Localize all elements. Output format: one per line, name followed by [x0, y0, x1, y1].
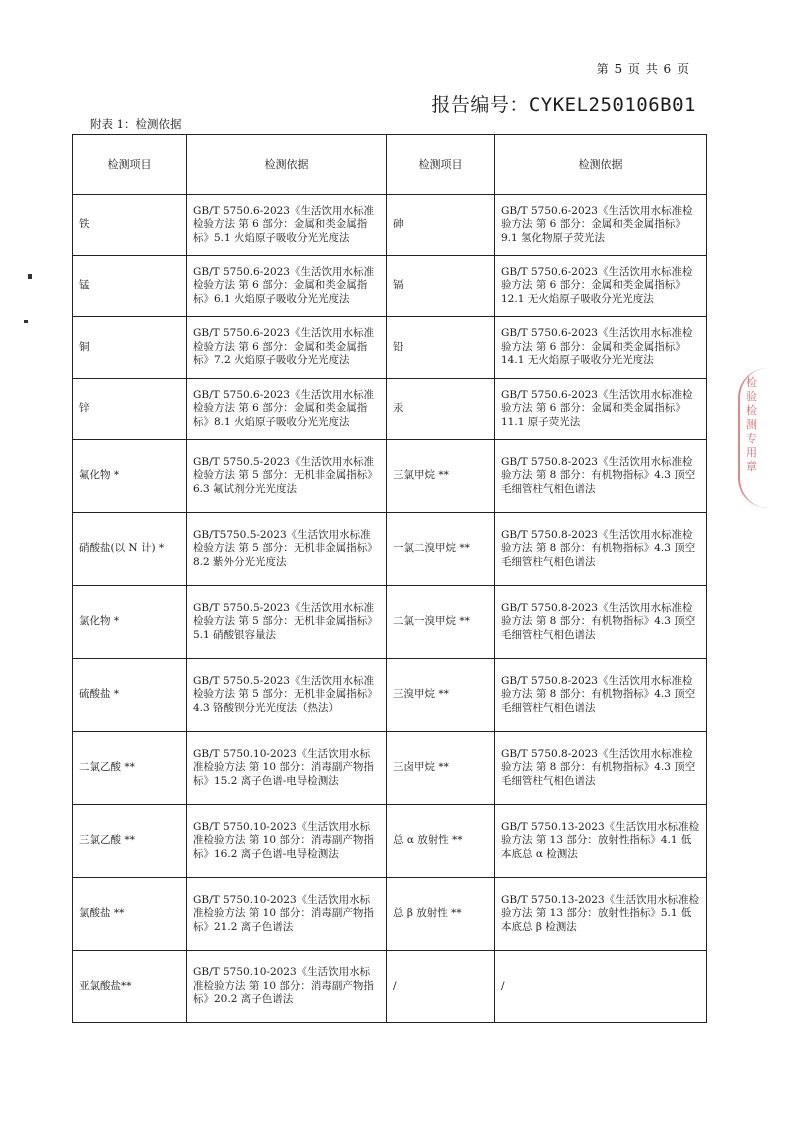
- header-basis-2: 检测依据: [495, 135, 707, 195]
- item-cell: 氟化物 *: [73, 440, 187, 513]
- table-row: [73, 256, 707, 317]
- basis-cell: GB/T 5750.13-2023《生活饮用水标准检验方法 第 13 部分：放射性指标》4.1 低本底总 α 检测法: [495, 805, 707, 878]
- item-cell: 铁: [73, 195, 187, 256]
- item-cell: 二氯一溴甲烷 **: [387, 586, 495, 659]
- basis-cell: GB/T 5750.6-2023《生活饮用水标准检验方法 第 6 部分：金属和类金属指标》8.1 火焰原子吸收分光光度法: [187, 379, 387, 440]
- item-cell: 氯酸盐 **: [73, 878, 187, 951]
- stamp-text: 检验检测专用章: [746, 376, 757, 473]
- basis-cell: GB/T 5750.8-2023《生活饮用水标准检验方法 第 8 部分：有机物指标》4.3 顶空毛细管柱气相色谱法: [495, 440, 707, 513]
- item-cell: 一氯二溴甲烷 **: [387, 513, 495, 586]
- basis-cell: GB/T 5750.8-2023《生活饮用水标准检验方法 第 8 部分：有机物指标》4.3 顶空毛细管柱气相色谱法: [495, 659, 707, 732]
- table-row: [73, 878, 707, 951]
- basis-cell: GB/T 5750.10-2023《生活饮用水标准检验方法 第 10 部分：消毒副产物指标》20.2 离子色谱法: [187, 951, 387, 1023]
- basis-cell: /: [495, 951, 707, 1023]
- basis-cell: GB/T 5750.5-2023《生活饮用水标准检验方法 第 5 部分：无机非金属指标》4.3 铬酸钡分光光度法（热法）: [187, 659, 387, 732]
- item-cell: 汞: [387, 379, 495, 440]
- table-row: [73, 513, 707, 586]
- header-item-1: 检测项目: [73, 135, 187, 195]
- item-cell: 镉: [387, 256, 495, 317]
- basis-cell: GB/T 5750.10-2023《生活饮用水标准检验方法 第 10 部分：消毒副产物指标》16.2 离子色谱-电导检测法: [187, 805, 387, 878]
- table-caption: 附表 1：检测依据: [90, 117, 182, 131]
- basis-cell: GB/T 5750.6-2023《生活饮用水标准检验方法 第 6 部分：金属和类金属指标》14.1 无火焰原子吸收分光光度法: [495, 317, 707, 379]
- item-cell: 铅: [387, 317, 495, 379]
- table-row: [73, 379, 707, 440]
- item-cell: 砷: [387, 195, 495, 256]
- item-cell: 锰: [73, 256, 187, 317]
- table-row: [73, 951, 707, 1023]
- basis-cell: GB/T5750.5-2023《生活饮用水标准检验方法 第 5 部分：无机非金属指标》8.2 紫外分光光度法: [187, 513, 387, 586]
- table-row: [73, 805, 707, 878]
- scan-mark: [28, 274, 32, 279]
- table-row: [73, 195, 707, 256]
- table-header-row: [73, 135, 707, 195]
- header-basis-1: 检测依据: [187, 135, 387, 195]
- basis-cell: GB/T 5750.8-2023《生活饮用水标准检验方法 第 8 部分：有机物指标》4.3 顶空毛细管柱气相色谱法: [495, 513, 707, 586]
- basis-cell: GB/T 5750.6-2023《生活饮用水标准检验方法 第 6 部分：金属和类金属指标》 12.1 无火焰原子吸收分光光度法: [495, 256, 707, 317]
- table-row: [73, 659, 707, 732]
- item-cell: 硫酸盐 *: [73, 659, 187, 732]
- basis-cell: GB/T 5750.6-2023《生活饮用水标准检验方法 第 6 部分：金属和类金属指标》9.1 氢化物原子荧光法: [495, 195, 707, 256]
- item-cell: 氯化物 *: [73, 586, 187, 659]
- item-cell: 铜: [73, 317, 187, 379]
- item-cell: 三溴甲烷 **: [387, 659, 495, 732]
- table-row: [73, 317, 707, 379]
- item-cell: 总 β 放射性 **: [387, 878, 495, 951]
- basis-cell: GB/T 5750.8-2023《生活饮用水标准检验方法 第 8 部分：有机物指标》4.3 顶空毛细管柱气相色谱法: [495, 586, 707, 659]
- basis-cell: GB/T 5750.13-2023《生活饮用水标准检验方法 第 13 部分：放射性指标》5.1 低本底总 β 检测法: [495, 878, 707, 951]
- header-item-2: 检测项目: [387, 135, 495, 195]
- item-cell: 硝酸盐(以 N 计) *: [73, 513, 187, 586]
- basis-cell: GB/T 5750.6-2023《生活饮用水标准检验方法 第 6 部分：金属和类金属指标》11.1 原子荧光法: [495, 379, 707, 440]
- inspection-stamp: [738, 368, 790, 508]
- basis-table: [72, 134, 707, 1023]
- basis-cell: GB/T 5750.10-2023《生活饮用水标准检验方法 第 10 部分：消毒副产物指标》15.2 离子色谱-电导检测法: [187, 732, 387, 805]
- table-row: [73, 586, 707, 659]
- basis-cell: GB/T 5750.6-2023《生活饮用水标准检验方法 第 6 部分：金属和类金属指标》7.2 火焰原子吸收分光光度法: [187, 317, 387, 379]
- basis-cell: GB/T 5750.5-2023《生活饮用水标准检验方法 第 5 部分：无机非金属指标》6.3 氟试剂分光光度法: [187, 440, 387, 513]
- table-row: [73, 440, 707, 513]
- report-number: 报告编号：CYKEL250106B01: [431, 94, 696, 116]
- item-cell: 锌: [73, 379, 187, 440]
- item-cell: 三氯甲烷 **: [387, 440, 495, 513]
- item-cell: /: [387, 951, 495, 1023]
- table-row: [73, 732, 707, 805]
- basis-cell: GB/T 5750.5-2023《生活饮用水标准检验方法 第 5 部分：无机非金属指标》5.1 硝酸银容量法: [187, 586, 387, 659]
- basis-cell: GB/T 5750.6-2023《生活饮用水标准检验方法 第 6 部分：金属和类金属指标》6.1 火焰原子吸收分光光度法: [187, 256, 387, 317]
- item-cell: 亚氯酸盐**: [73, 951, 187, 1023]
- item-cell: 三卤甲烷 **: [387, 732, 495, 805]
- scan-mark: [24, 320, 28, 323]
- item-cell: 三氯乙酸 **: [73, 805, 187, 878]
- basis-cell: GB/T 5750.6-2023《生活饮用水标准检验方法 第 6 部分：金属和类金属指标》5.1 火焰原子吸收分光光度法: [187, 195, 387, 256]
- item-cell: 二氯乙酸 **: [73, 732, 187, 805]
- page-number: 第 5 页 共 6 页: [596, 62, 690, 76]
- item-cell: 总 α 放射性 **: [387, 805, 495, 878]
- basis-cell: GB/T 5750.8-2023《生活饮用水标准检验方法 第 8 部分：有机物指标》4.3 顶空毛细管柱气相色谱法: [495, 732, 707, 805]
- basis-cell: GB/T 5750.10-2023《生活饮用水标准检验方法 第 10 部分：消毒副产物指标》21.2 离子色谱法: [187, 878, 387, 951]
